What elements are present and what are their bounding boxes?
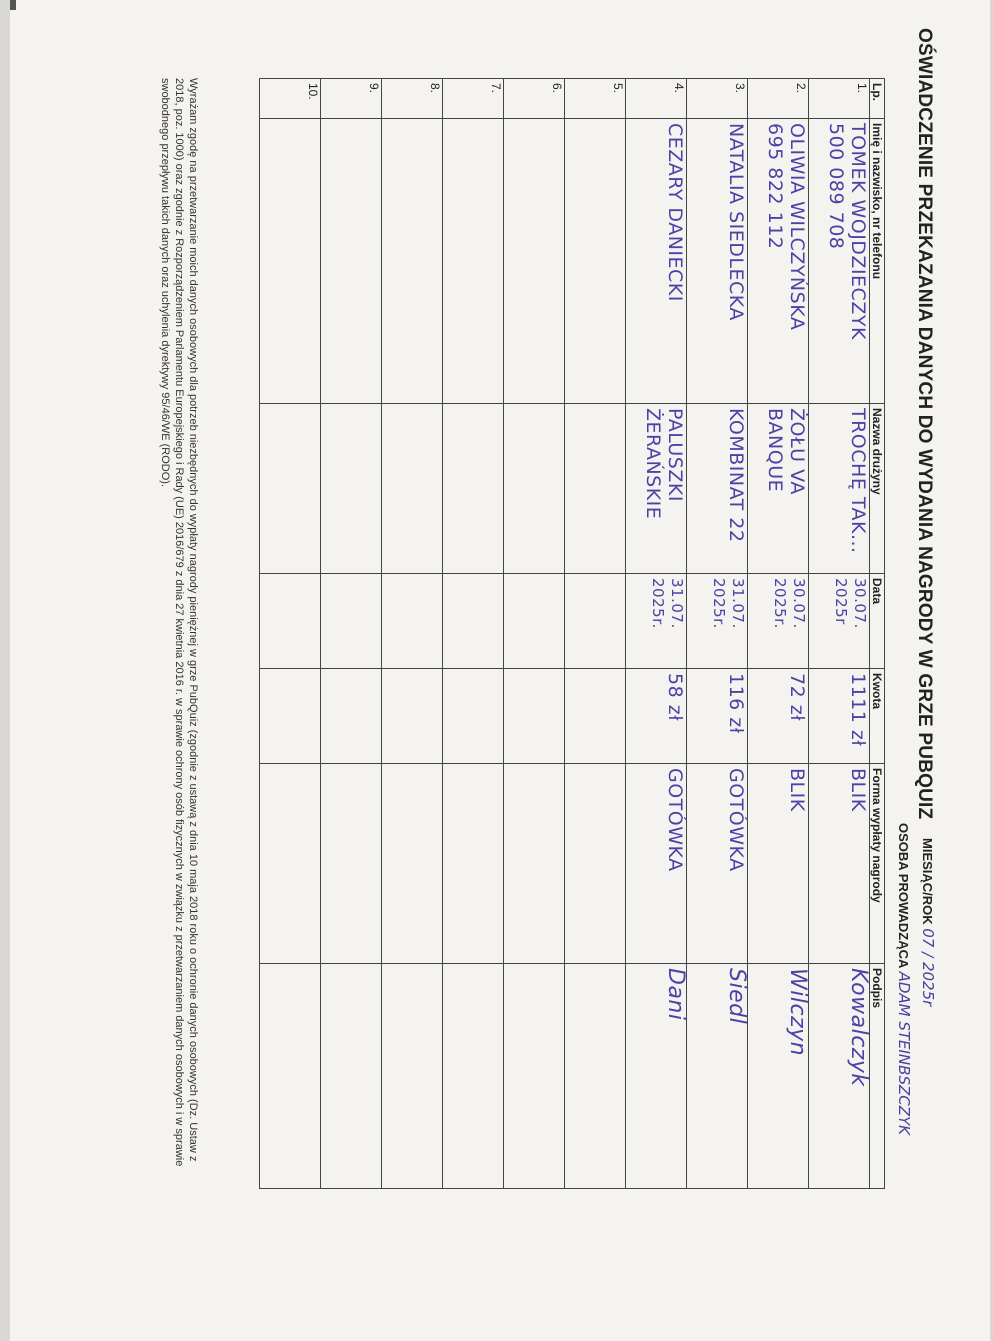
lp-cell-text: 3. <box>733 83 747 94</box>
signature-cell <box>504 964 565 1189</box>
month-year-label: MIESIĄC/ROK <box>920 838 935 925</box>
name-cell-text: TOMEK WOJDZIECZYK <box>847 123 869 340</box>
name-cell <box>382 119 443 404</box>
signature-cell-text: Dani <box>663 968 688 1021</box>
amount-cell <box>809 669 870 764</box>
team-cell <box>748 404 809 574</box>
payment-cell <box>382 764 443 964</box>
date-cell <box>504 574 565 669</box>
payment-cell <box>321 764 382 964</box>
consent-text: Wyrażam zgodę na przetwarzanie moich danych osobowych dla potrzeb niezbędnych do wypłaty nagrody pieniężnej w grze PubQuiz (zgodnie z ustawą z dnia 10 maja 2018 roku o ochronie danych osobowych (Dz. Ustaw z 2018, poz. 1000) oraz zgodnie z Rozporządzeniem Parlamentu Europejskiego i Rady (UE) 2016/679 z dnia 27 kwietnia 2016 r. w sprawie ochrony osób fizycznych w związku z przetwarzaniem danych osobowych i w sprawie swobodnego przepływu takich danych oraz uchylenia dyrektywy 95/46/WE (RODO). <box>159 78 199 1167</box>
team-cell <box>687 404 748 574</box>
lp-cell <box>809 79 870 119</box>
payment-cell <box>504 764 565 964</box>
lp-cell <box>565 79 626 119</box>
host-field <box>895 823 913 1135</box>
table-row <box>626 79 687 1189</box>
name-cell <box>321 119 382 404</box>
name-cell <box>260 119 321 404</box>
name-cell <box>748 119 809 404</box>
month-year-value: 07 / 2025r <box>919 928 937 1007</box>
header-amount: Kwota <box>870 669 885 764</box>
lp-cell-text: 2. <box>794 83 808 94</box>
table-row <box>565 79 626 1189</box>
name-cell <box>626 119 687 404</box>
amount-cell-text: 1111 zł <box>847 673 869 747</box>
team-cell <box>565 404 626 574</box>
date-cell <box>687 574 748 669</box>
header-name: Imię i nazwisko, nr telefonu <box>870 119 885 404</box>
name-cell <box>565 119 626 404</box>
signature-cell <box>809 964 870 1189</box>
date-cell <box>260 574 321 669</box>
date-cell-text: 31.07. 2025r. <box>649 578 686 629</box>
payment-cell <box>809 764 870 964</box>
name-cell-text: NATALIA SIEDLECKA <box>725 123 747 321</box>
prize-table <box>259 78 885 1189</box>
phone-text: 500 089 708 <box>825 123 847 250</box>
lp-cell-text: 8. <box>428 83 442 94</box>
payment-cell <box>626 764 687 964</box>
header-payment: Forma wypłaty nagrody <box>870 764 885 964</box>
lp-cell <box>321 79 382 119</box>
signature-cell <box>321 964 382 1189</box>
name-cell <box>809 119 870 404</box>
form-page <box>55 18 935 1308</box>
date-cell <box>382 574 443 669</box>
name-cell <box>687 119 748 404</box>
amount-cell <box>504 669 565 764</box>
signature-cell-text: Siedl <box>724 968 749 1025</box>
amount-cell <box>321 669 382 764</box>
table-row <box>443 79 504 1189</box>
lp-cell-text: 9. <box>367 83 381 94</box>
signature-cell <box>687 964 748 1189</box>
payment-cell <box>748 764 809 964</box>
team-cell <box>260 404 321 574</box>
team-cell <box>382 404 443 574</box>
lp-cell <box>626 79 687 119</box>
team-cell <box>321 404 382 574</box>
lp-cell-text: 6. <box>550 83 564 94</box>
team-cell-text: TROCHĘ TAK... <box>847 408 869 554</box>
month-year-field <box>919 838 937 1006</box>
date-cell-text: 31.07. 2025r. <box>710 578 747 629</box>
table-row <box>504 79 565 1189</box>
team-cell-text: PALUSZKI ŻERAŃSKIE <box>642 408 686 520</box>
payment-cell <box>443 764 504 964</box>
signature-cell <box>260 964 321 1189</box>
date-cell <box>809 574 870 669</box>
amount-cell <box>565 669 626 764</box>
amount-cell <box>748 669 809 764</box>
amount-cell-text: 116 zł <box>725 673 747 734</box>
lp-cell <box>748 79 809 119</box>
date-cell <box>443 574 504 669</box>
payment-cell <box>687 764 748 964</box>
lp-cell-text: 1. <box>855 83 869 94</box>
table-row <box>260 79 321 1189</box>
amount-cell <box>687 669 748 764</box>
lp-cell-text: 4. <box>672 83 686 94</box>
lp-cell <box>504 79 565 119</box>
payment-cell-text: BLIK <box>847 768 869 812</box>
signature-cell <box>382 964 443 1189</box>
team-cell <box>809 404 870 574</box>
table-row <box>382 79 443 1189</box>
team-cell-text: KOMBINAT 22 <box>725 408 747 543</box>
table-row <box>809 79 870 1189</box>
header-team: Nazwa drużyny <box>870 404 885 574</box>
date-cell-text: 30.07. 2025r <box>832 578 869 629</box>
amount-cell <box>260 669 321 764</box>
date-cell <box>748 574 809 669</box>
team-cell <box>443 404 504 574</box>
host-value: ADAM STEINBSZCZYK <box>895 971 913 1135</box>
signature-cell <box>443 964 504 1189</box>
name-cell-text: CEZARY DANIECKI <box>664 123 686 302</box>
amount-cell <box>626 669 687 764</box>
paper-sheet <box>10 0 990 1341</box>
name-cell-text: OLIWIA WILCZYŃSKA <box>786 123 808 331</box>
host-label: OSOBA PROWADZĄCA <box>896 823 911 968</box>
name-cell <box>504 119 565 404</box>
signature-cell <box>626 964 687 1189</box>
amount-cell-text: 72 zł <box>786 673 808 722</box>
date-cell <box>626 574 687 669</box>
date-cell <box>321 574 382 669</box>
amount-cell <box>382 669 443 764</box>
amount-cell <box>443 669 504 764</box>
team-cell <box>626 404 687 574</box>
table-row <box>687 79 748 1189</box>
header-lp: Lp. <box>870 79 885 119</box>
lp-cell <box>260 79 321 119</box>
signature-cell-text: Wilczyn <box>785 968 810 1057</box>
amount-cell-text: 58 zł <box>664 673 686 722</box>
lp-cell-text: 7. <box>489 83 503 94</box>
lp-cell-text: 5. <box>611 83 625 94</box>
form-title: OŚWIADCZENIE PRZEKAZANIA DANYCH DO WYDANIA NAGRODY W GRZE PUBQUIZ <box>914 28 935 820</box>
signature-cell <box>565 964 626 1189</box>
header-date: Data <box>870 574 885 669</box>
date-cell-text: 30.07. 2025r. <box>771 578 808 629</box>
date-cell <box>565 574 626 669</box>
payment-cell <box>565 764 626 964</box>
payment-cell-text: GOTÓWKA <box>725 768 747 872</box>
table-header-row <box>870 79 885 1189</box>
signature-cell-text: Kowalczyk <box>846 968 871 1087</box>
header-signature: Podpis <box>870 964 885 1189</box>
table-row <box>321 79 382 1189</box>
lp-cell <box>443 79 504 119</box>
team-cell-text: ŻOŁU VA BANQUE <box>764 408 808 495</box>
payment-cell-text: BLIK <box>786 768 808 812</box>
lp-cell <box>382 79 443 119</box>
team-cell <box>504 404 565 574</box>
signature-cell <box>748 964 809 1189</box>
lp-cell <box>687 79 748 119</box>
phone-text: 695 822 112 <box>764 123 786 250</box>
lp-cell-text: 10. <box>306 83 320 100</box>
name-cell <box>443 119 504 404</box>
corner-mark <box>10 0 16 10</box>
payment-cell-text: GOTÓWKA <box>664 768 686 872</box>
table-row <box>748 79 809 1189</box>
payment-cell <box>260 764 321 964</box>
